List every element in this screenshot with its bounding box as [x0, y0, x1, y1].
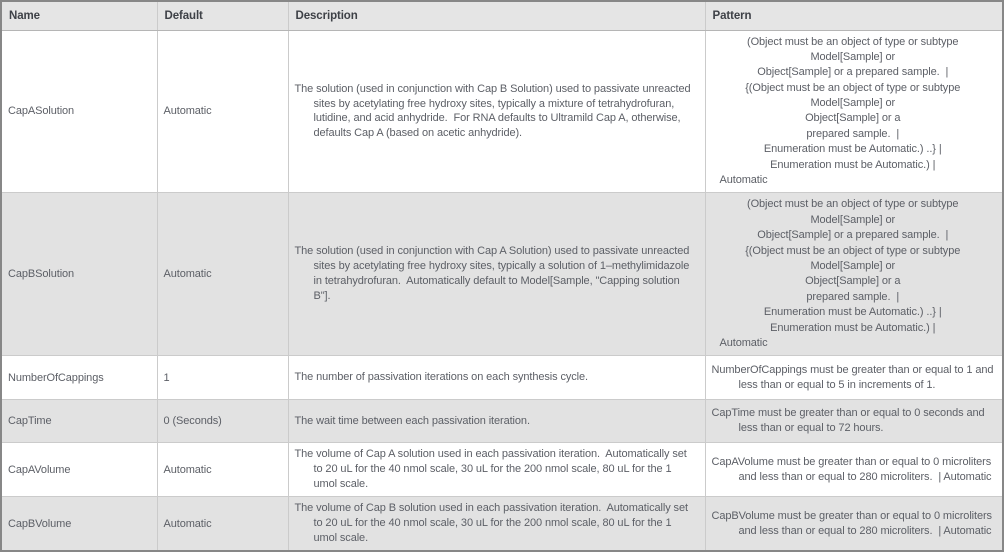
pattern-line: {(Object must be an object of type or subtype	[745, 244, 961, 257]
cell-default: Automatic	[157, 193, 288, 356]
pattern-line: Model[Sample] or	[810, 259, 896, 272]
pattern-text: CapTime must be greater than or equal to 0 seconds and less than or equal to 72 hours.	[711, 407, 988, 435]
cell-description	[288, 356, 705, 400]
cell-description	[288, 497, 705, 551]
cell-pattern	[705, 193, 1003, 356]
pattern-line: Enumeration must be Automatic.) ..} |	[763, 143, 942, 156]
pattern-line: Object[Sample] or a prepared sample. |	[757, 66, 949, 79]
cell-pattern	[705, 443, 1003, 497]
description-text: The solution (used in conjunction with Cap A Solution) used to passivate unreacted sites by acetylating free hydroxy sites, typically a solution of 1–methylimidazole in tetrahydrofuran. Automatically default to Model[Sample, "Capping solution B"].	[294, 245, 693, 303]
cell-pattern	[705, 30, 1003, 193]
table-row	[1, 193, 1003, 356]
column-header-name: Name	[1, 1, 157, 30]
pattern-text: CapBVolume must be greater than or equal to 0 microliters and less than or equal to 280 microliters. | Automatic	[711, 509, 995, 537]
pattern-line: Model[Sample] or	[810, 97, 896, 110]
cell-name: CapBVolume	[1, 497, 157, 551]
pattern-line: (Object must be an object of type or subtype Model[Sample] or	[747, 198, 962, 226]
pattern-line: Object[Sample] or a prepared sample. |	[757, 229, 949, 242]
cell-name: CapBSolution	[1, 193, 157, 356]
cell-name: CapASolution	[1, 30, 157, 193]
cell-description	[288, 193, 705, 356]
column-header-default: Default	[157, 1, 288, 30]
header-row	[1, 1, 1003, 30]
cell-description	[288, 30, 705, 193]
column-header-description: Description	[288, 1, 705, 30]
pattern-line: prepared sample. |	[806, 290, 900, 303]
pattern-line: (Object must be an object of type or subtype Model[Sample] or	[747, 35, 962, 63]
pattern-text: CapAVolume must be greater than or equal to 0 microliters and less than or equal to 280 microliters. | Automatic	[711, 455, 995, 483]
description-text: The volume of Cap B solution used in each passivation iteration. Automatically set to 20 uL for the 40 nmol scale, 30 uL for the 200 nmol scale, 80 uL for the 1 umol scale.	[294, 502, 691, 545]
table-row	[1, 400, 1003, 443]
cell-description	[288, 400, 705, 443]
cell-name: CapAVolume	[1, 443, 157, 497]
pattern-block	[712, 197, 995, 351]
table-row	[1, 497, 1003, 551]
cell-name: NumberOfCappings	[1, 356, 157, 400]
description-text: The number of passivation iterations on each synthesis cycle.	[294, 371, 589, 384]
cell-default: Automatic	[157, 30, 288, 193]
pattern-line: {(Object must be an object of type or subtype	[745, 81, 961, 94]
cell-pattern	[705, 356, 1003, 400]
description-text: The solution (used in conjunction with Cap B Solution) used to passivate unreacted sites by acetylating free hydroxy sites, typically a mixture of tetrahydrofuran, lutidine, and acid anhydride. For RNA defaults to Ultramild Cap A, otherwise, defaults Cap A (based on acetic anhydride).	[294, 82, 694, 140]
pattern-line: Enumeration must be Automatic.) ..} |	[763, 306, 942, 319]
pattern-line: Automatic	[719, 174, 768, 187]
cell-default: 1	[157, 356, 288, 400]
cell-pattern	[705, 497, 1003, 551]
cell-name: CapTime	[1, 400, 157, 443]
cell-default: Automatic	[157, 443, 288, 497]
table-row	[1, 443, 1003, 497]
cell-pattern	[705, 400, 1003, 443]
description-text: The wait time between each passivation iteration.	[294, 414, 530, 427]
pattern-line: Automatic	[719, 336, 768, 349]
cell-default: Automatic	[157, 497, 288, 551]
pattern-line: prepared sample. |	[806, 127, 900, 140]
pattern-line: Enumeration must be Automatic.) |	[770, 158, 936, 171]
pattern-block	[712, 35, 995, 189]
cell-description	[288, 443, 705, 497]
column-header-pattern: Pattern	[705, 1, 1003, 30]
pattern-line: Object[Sample] or a	[805, 275, 901, 288]
table-row	[1, 30, 1003, 193]
description-text: The volume of Cap A solution used in each passivation iteration. Automatically set to 20 uL for the 40 nmol scale, 30 uL for the 200 nmol scale, 80 uL for the 1 umol scale.	[294, 448, 690, 491]
pattern-line: Object[Sample] or a	[805, 112, 901, 125]
pattern-text: NumberOfCappings must be greater than or equal to 1 and less than or equal to 5 in increments of 1.	[711, 363, 997, 391]
cell-default: 0 (Seconds)	[157, 400, 288, 443]
table-row	[1, 356, 1003, 400]
pattern-line: Enumeration must be Automatic.) |	[770, 321, 936, 334]
